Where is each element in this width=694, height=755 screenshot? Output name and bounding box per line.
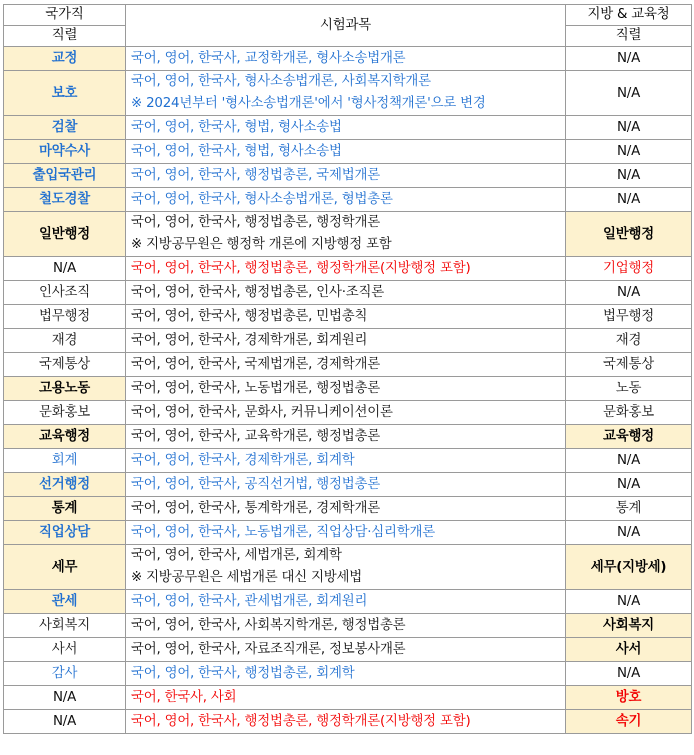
local-series-cell: N/A (566, 521, 692, 545)
exam-subjects-cell (126, 590, 566, 614)
local-series-cell: 국제통상 (566, 353, 692, 377)
table-row (4, 164, 692, 188)
national-series-cell: N/A (4, 710, 126, 734)
national-series-cell: 고용노동 (4, 377, 126, 401)
local-series-cell: 법무행정 (566, 305, 692, 329)
exam-subjects-cell (126, 164, 566, 188)
exam-subjects-cell (126, 353, 566, 377)
table-row (4, 212, 692, 257)
table-row (4, 425, 692, 449)
local-series-cell: N/A (566, 164, 692, 188)
exam-subjects-cell (126, 521, 566, 545)
exam-subjects-cell (126, 305, 566, 329)
header-local-series: 직렬 (566, 26, 692, 47)
local-series-cell: N/A (566, 116, 692, 140)
national-series-cell: 교정 (4, 47, 126, 71)
exam-subjects-cell (126, 449, 566, 473)
local-series-cell: 통계 (566, 497, 692, 521)
local-series-cell: N/A (566, 662, 692, 686)
exam-subjects-cell (126, 377, 566, 401)
header-row-top (4, 5, 692, 26)
national-series-cell: 출입국관리 (4, 164, 126, 188)
exam-subjects-cell (126, 401, 566, 425)
national-series-cell: 철도경찰 (4, 188, 126, 212)
header-national-series: 직렬 (4, 26, 126, 47)
table-row (4, 497, 692, 521)
exam-subjects-cell (126, 140, 566, 164)
subjects-line: 국어, 한국사, 사회 (131, 690, 237, 705)
national-series-cell: 세무 (4, 545, 126, 590)
national-series-cell: 국제통상 (4, 353, 126, 377)
local-series-cell: N/A (566, 140, 692, 164)
national-series-cell: N/A (4, 257, 126, 281)
national-series-cell: 마약수사 (4, 140, 126, 164)
exam-subjects-cell (126, 188, 566, 212)
table-row (4, 449, 692, 473)
exam-subjects-cell (126, 686, 566, 710)
local-series-cell: N/A (566, 473, 692, 497)
subjects-line: 국어, 영어, 한국사, 행정법총론, 행정학개론(지방행정 포함) (131, 261, 471, 276)
exam-subjects-cell (126, 545, 566, 590)
table-row (4, 329, 692, 353)
national-series-cell: 통계 (4, 497, 126, 521)
exam-subjects-cell (126, 710, 566, 734)
subjects-line: 국어, 영어, 한국사, 행정법총론, 회계학 (131, 666, 355, 681)
national-series-cell: 교육행정 (4, 425, 126, 449)
table-row (4, 353, 692, 377)
subjects-line: 국어, 영어, 한국사, 행정법총론, 인사·조직론 (131, 285, 385, 300)
local-series-cell: 세무(지방세) (566, 545, 692, 590)
national-series-cell: 감사 (4, 662, 126, 686)
exam-subjects-cell (126, 614, 566, 638)
subjects-line: 국어, 영어, 한국사, 자료조직개론, 정보봉사개론 (131, 642, 406, 657)
subjects-line: 국어, 영어, 한국사, 공직선거법, 행정법총론 (131, 477, 380, 492)
subjects-line: 국어, 영어, 한국사, 교정학개론, 형사소송법개론 (131, 51, 406, 66)
table-row (4, 401, 692, 425)
subjects-line: 국어, 영어, 한국사, 행정법총론, 민법총칙 (131, 309, 368, 324)
subjects-line: 국어, 영어, 한국사, 행정법총론, 행정학개론(지방행정 포함) (131, 714, 471, 729)
table-row (4, 638, 692, 662)
national-series-cell: 사회복지 (4, 614, 126, 638)
local-series-cell: 사서 (566, 638, 692, 662)
national-series-cell: 사서 (4, 638, 126, 662)
exam-subjects-cell (126, 425, 566, 449)
local-series-cell: 사회복지 (566, 614, 692, 638)
subjects-line: 국어, 영어, 한국사, 형사소송법개론, 형법총론 (131, 192, 393, 207)
national-series-cell: 일반행정 (4, 212, 126, 257)
header-subjects: 시험과목 (126, 5, 566, 47)
table-row (4, 305, 692, 329)
subjects-line: 국어, 영어, 한국사, 사회복지학개론, 행정법총론 (131, 618, 406, 633)
subjects-note: ※ 2024년부터 '형사소송법개론'에서 '형사정책개론'으로 변경 (131, 96, 486, 111)
subjects-line: 국어, 영어, 한국사, 노동법개론, 직업상담·심리학개론 (131, 525, 435, 540)
exam-subjects-cell (126, 281, 566, 305)
table-row (4, 545, 692, 590)
subjects-note: ※ 지방공무원은 행정학 개론에 지방행정 포함 (131, 237, 392, 252)
national-series-cell: 보호 (4, 71, 126, 116)
subjects-line: 국어, 영어, 한국사, 행정법총론, 행정학개론 (131, 215, 380, 230)
table-row (4, 614, 692, 638)
table-row (4, 257, 692, 281)
national-series-cell: 회계 (4, 449, 126, 473)
exam-subjects-table (3, 4, 692, 734)
local-series-cell: 기업행정 (566, 257, 692, 281)
local-series-cell: N/A (566, 188, 692, 212)
subjects-line: 국어, 영어, 한국사, 교육학개론, 행정법총론 (131, 429, 380, 444)
national-series-cell: 선거행정 (4, 473, 126, 497)
exam-subjects-cell (126, 257, 566, 281)
local-series-cell: 방호 (566, 686, 692, 710)
exam-subjects-cell (126, 497, 566, 521)
subjects-line: 국어, 영어, 한국사, 형법, 형사소송법 (131, 144, 342, 159)
table-row (4, 590, 692, 614)
local-series-cell: N/A (566, 449, 692, 473)
local-series-cell: 일반행정 (566, 212, 692, 257)
table-row (4, 188, 692, 212)
header-local: 지방 & 교육청 (566, 5, 692, 26)
table-row (4, 71, 692, 116)
national-series-cell: 직업상담 (4, 521, 126, 545)
local-series-cell: N/A (566, 281, 692, 305)
national-series-cell: 관세 (4, 590, 126, 614)
subjects-line: 국어, 영어, 한국사, 세법개론, 회계학 (131, 548, 342, 563)
subjects-line: 국어, 영어, 한국사, 문화사, 커뮤니케이션이론 (131, 405, 393, 420)
local-series-cell: N/A (566, 47, 692, 71)
subjects-line: 국어, 영어, 한국사, 행정법총론, 국제법개론 (131, 168, 380, 183)
exam-subjects-cell (126, 47, 566, 71)
table-row (4, 377, 692, 401)
national-series-cell: 문화홍보 (4, 401, 126, 425)
exam-subjects-cell (126, 638, 566, 662)
national-series-cell: N/A (4, 686, 126, 710)
subjects-line: 국어, 영어, 한국사, 경제학개론, 회계학 (131, 453, 355, 468)
local-series-cell: 속기 (566, 710, 692, 734)
table-row (4, 116, 692, 140)
subjects-line: 국어, 영어, 한국사, 국제법개론, 경제학개론 (131, 357, 380, 372)
national-series-cell: 재경 (4, 329, 126, 353)
national-series-cell: 검찰 (4, 116, 126, 140)
exam-subjects-cell (126, 329, 566, 353)
local-series-cell: 교육행정 (566, 425, 692, 449)
table-row (4, 47, 692, 71)
subjects-line: 국어, 영어, 한국사, 노동법개론, 행정법총론 (131, 381, 380, 396)
subjects-line: 국어, 영어, 한국사, 관세법개론, 회계원리 (131, 594, 368, 609)
local-series-cell: N/A (566, 71, 692, 116)
table-row (4, 281, 692, 305)
subjects-line: 국어, 영어, 한국사, 통계학개론, 경제학개론 (131, 501, 380, 516)
exam-subjects-cell (126, 116, 566, 140)
subjects-line: 국어, 영어, 한국사, 경제학개론, 회계원리 (131, 333, 368, 348)
exam-subjects-cell (126, 473, 566, 497)
exam-subjects-cell (126, 662, 566, 686)
table-row (4, 521, 692, 545)
header-national: 국가직 (4, 5, 126, 26)
local-series-cell: 문화홍보 (566, 401, 692, 425)
national-series-cell: 인사조직 (4, 281, 126, 305)
table-row (4, 710, 692, 734)
local-series-cell: N/A (566, 590, 692, 614)
subjects-line: 국어, 영어, 한국사, 형사소송법개론, 사회복지학개론 (131, 74, 431, 89)
table-row (4, 686, 692, 710)
exam-subjects-cell (126, 212, 566, 257)
table-row (4, 662, 692, 686)
subjects-line: 국어, 영어, 한국사, 형법, 형사소송법 (131, 120, 342, 135)
national-series-cell: 법무행정 (4, 305, 126, 329)
table-row (4, 473, 692, 497)
table-body (4, 5, 692, 734)
table-row (4, 140, 692, 164)
exam-subjects-cell (126, 71, 566, 116)
subjects-note: ※ 지방공무원은 세법개론 대신 지방세법 (131, 570, 363, 585)
local-series-cell: 노동 (566, 377, 692, 401)
local-series-cell: 재경 (566, 329, 692, 353)
